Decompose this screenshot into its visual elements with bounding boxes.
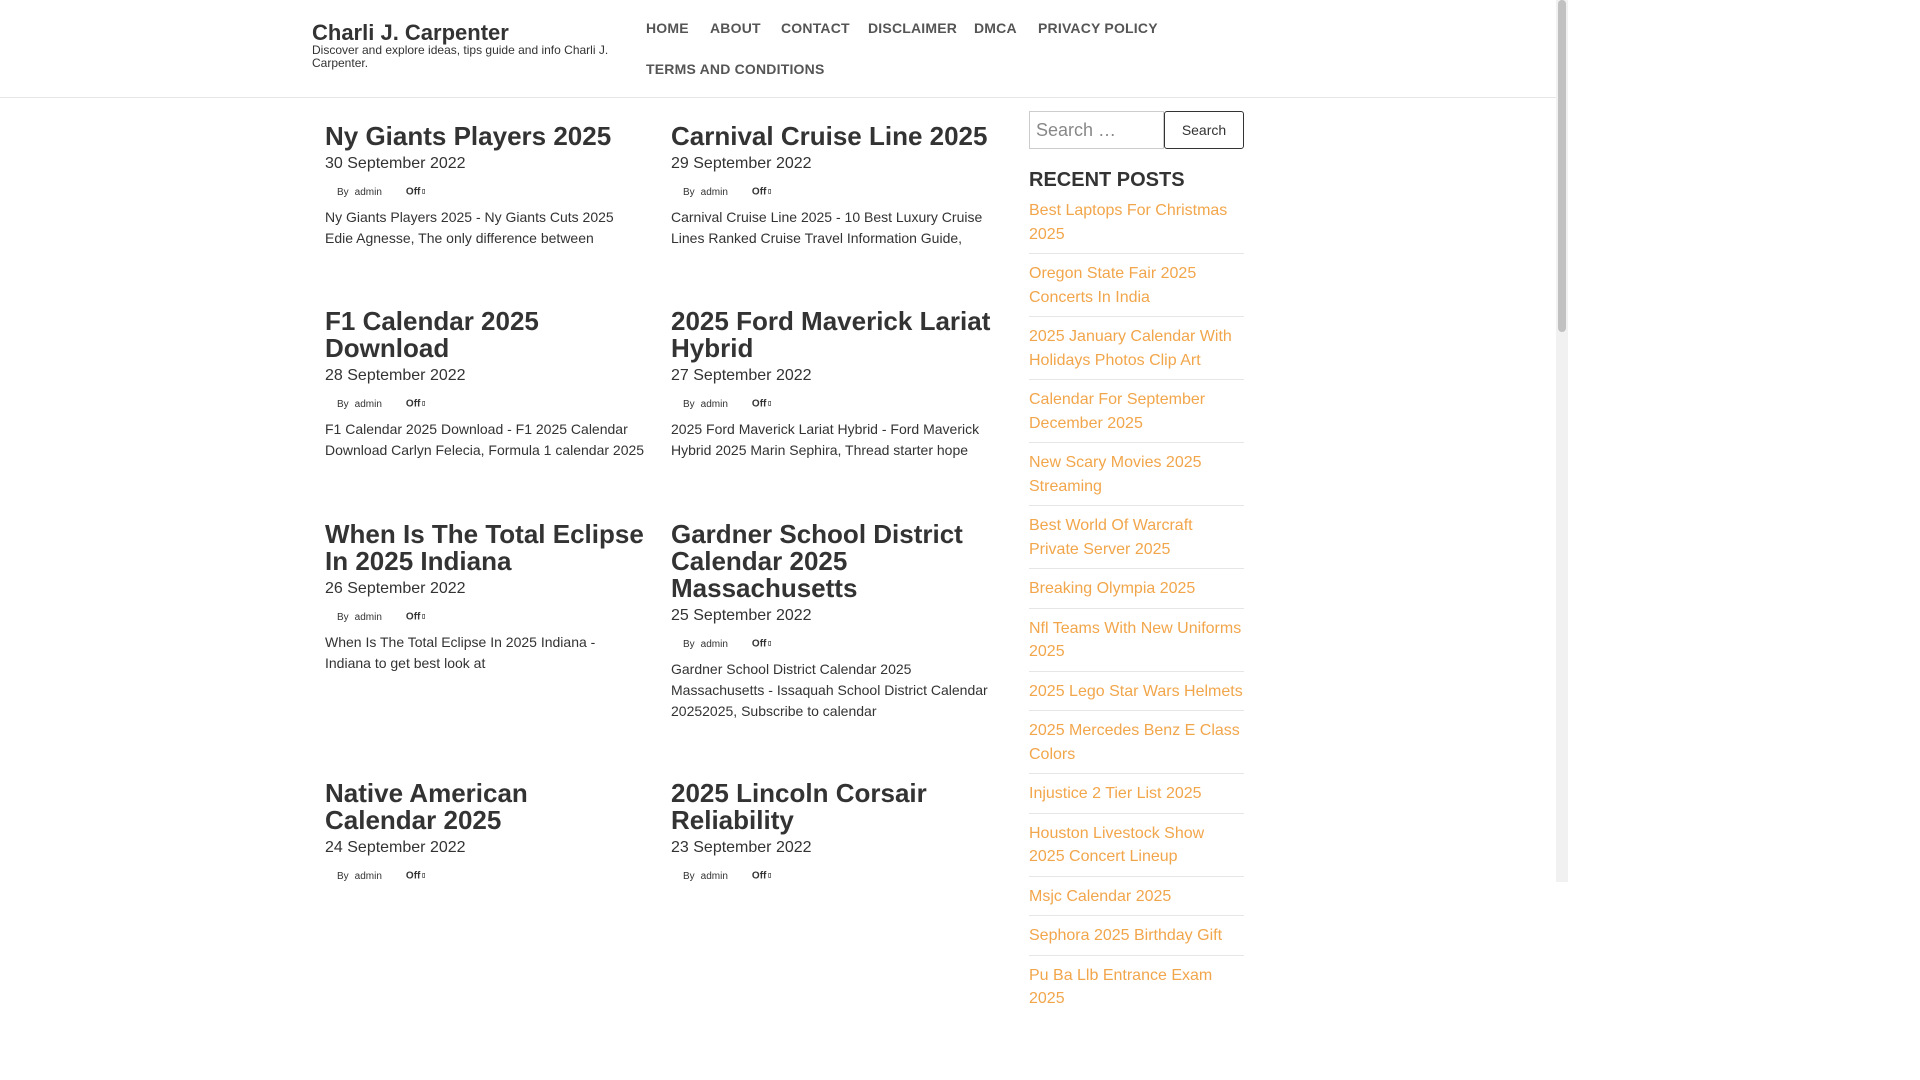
post-card <box>325 521 645 674</box>
post-excerpt: When Is The Total Eclipse In 2025 Indiana - Indiana to get best look at <box>325 633 596 671</box>
post-title[interactable]: Carnival Cruise Line 2025 <box>671 121 988 151</box>
post-by-label: By <box>683 186 695 198</box>
search-input[interactable] <box>1029 111 1164 149</box>
post-by-label: By <box>337 186 349 198</box>
recent-post-link[interactable]: 2025 Lego Star Wars Helmets <box>1029 682 1243 700</box>
scrollbar-thumb[interactable] <box>1558 0 1566 332</box>
list-item <box>1029 782 1244 814</box>
recent-post-link[interactable]: Houston Livestock Show 2025 Concert Lineup <box>1029 824 1205 865</box>
post-by-label: By <box>337 398 349 410</box>
nav-disclaimer[interactable]: DISCLAIMER <box>868 20 958 36</box>
post-title[interactable]: When Is The Total Eclipse In 2025 Indiana <box>325 519 644 576</box>
list-item <box>1029 617 1244 672</box>
post-card <box>671 123 991 249</box>
post-comments[interactable]: Off ▯ <box>406 611 425 624</box>
recent-post-link[interactable]: Sephora 2025 Birthday Gift <box>1029 927 1223 944</box>
list-item <box>1029 199 1244 254</box>
post-date[interactable]: 28 September 2022 <box>325 367 466 384</box>
recent-post-link[interactable]: Breaking Olympia 2025 <box>1029 580 1196 597</box>
post-date[interactable]: 27 September 2022 <box>671 367 812 384</box>
post-meta <box>671 398 991 411</box>
post-by-label: By <box>683 870 695 882</box>
post-title[interactable]: Ny Giants Players 2025 <box>325 121 612 151</box>
list-item <box>1029 577 1244 609</box>
post-comments[interactable]: Off ▯ <box>406 870 425 883</box>
post-author[interactable]: admin <box>700 186 728 198</box>
post-date[interactable]: 30 September 2022 <box>325 155 466 172</box>
post-title[interactable]: 2025 Ford Maverick Lariat Hybrid <box>671 306 991 363</box>
post-card <box>325 780 645 883</box>
post-card <box>325 123 645 249</box>
post-by-label: By <box>683 638 695 650</box>
post-meta <box>671 870 991 883</box>
nav-about[interactable]: ABOUT <box>710 20 761 36</box>
recent-post-link[interactable]: New Scary Movies 2025 Streaming <box>1029 454 1202 495</box>
post-comments[interactable]: Off ▯ <box>406 398 425 411</box>
post-by-label: By <box>683 398 695 410</box>
nav-privacy-policy[interactable]: PRIVACY POLICY <box>1038 20 1158 36</box>
post-title[interactable]: 2025 Lincoln Corsair Reliability <box>671 778 927 835</box>
list-item <box>1029 885 1244 917</box>
post-meta <box>671 186 991 199</box>
list-item <box>1029 680 1244 712</box>
list-item <box>1029 325 1244 380</box>
recent-post-link[interactable]: 2025 January Calendar With Holidays Photos Clip Art <box>1029 328 1232 369</box>
post-meta <box>325 870 645 883</box>
recent-posts-heading: RECENT POSTS <box>1029 169 1185 191</box>
post-comments[interactable]: Off ▯ <box>752 186 771 199</box>
post-meta <box>325 611 645 624</box>
post-comments[interactable]: Off ▯ <box>406 186 425 199</box>
post-title[interactable]: Gardner School District Calendar 2025 Massachusetts <box>671 519 963 603</box>
post-by-label: By <box>337 611 349 623</box>
site-title[interactable]: Charli J. Carpenter <box>312 20 509 45</box>
page-scrollbar[interactable] <box>1556 0 1568 882</box>
post-card <box>671 780 991 883</box>
post-date[interactable]: 25 September 2022 <box>671 607 812 624</box>
post-comments[interactable]: Off ▯ <box>752 638 771 651</box>
nav-dmca[interactable]: DMCA <box>974 20 1017 36</box>
recent-post-link[interactable]: Best World Of Warcraft Private Server 2025 <box>1029 517 1193 558</box>
post-author[interactable]: admin <box>354 186 382 198</box>
post-date[interactable]: 26 September 2022 <box>325 580 466 597</box>
recent-post-link[interactable]: Calendar For September December 2025 <box>1029 391 1206 432</box>
list-item <box>1029 388 1244 443</box>
post-comments[interactable]: Off ▯ <box>752 398 771 411</box>
list-item <box>1029 924 1244 956</box>
search-button[interactable]: Search <box>1164 111 1244 149</box>
list-item <box>1029 822 1244 877</box>
post-author[interactable]: admin <box>700 870 728 882</box>
post-card <box>671 521 991 722</box>
recent-post-link[interactable]: Best Laptops For Christmas 2025 <box>1029 202 1228 243</box>
recent-post-link[interactable]: Pu Ba Llb Entrance Exam 2025 <box>1029 966 1213 1007</box>
post-meta <box>325 186 645 199</box>
post-comments[interactable]: Off ▯ <box>752 870 771 883</box>
post-author[interactable]: admin <box>700 398 728 410</box>
recent-posts-list <box>1029 199 1244 1026</box>
site-header <box>0 0 1556 98</box>
recent-post-link[interactable]: Msjc Calendar 2025 <box>1029 887 1172 905</box>
post-title[interactable]: F1 Calendar 2025 Download <box>325 306 539 363</box>
post-date[interactable]: 23 September 2022 <box>671 839 812 856</box>
post-by-label: By <box>337 870 349 882</box>
post-title[interactable]: Native American Calendar 2025 <box>325 778 528 835</box>
recent-post-link[interactable]: 2025 Mercedes Benz E Class Colors <box>1029 722 1240 763</box>
recent-post-link[interactable]: Oregon State Fair 2025 Concerts In India <box>1029 265 1197 306</box>
post-excerpt: Carnival Cruise Line 2025 - 10 Best Luxury Cruise Lines Ranked Cruise Travel Information Guide, <box>671 208 983 246</box>
list-item <box>1029 514 1244 569</box>
post-date[interactable]: 29 September 2022 <box>671 155 812 172</box>
nav-home[interactable]: HOME <box>646 20 689 36</box>
recent-post-link[interactable]: Nfl Teams With New Uniforms 2025 <box>1029 619 1242 660</box>
post-date[interactable]: 24 September 2022 <box>325 839 466 856</box>
list-item <box>1029 719 1244 774</box>
list-item <box>1029 262 1244 317</box>
list-item <box>1029 964 1244 1018</box>
post-excerpt: F1 Calendar 2025 Download - F1 2025 Calendar Download Carlyn Felecia, Formula 1 calendar 2025 <box>325 420 645 458</box>
post-excerpt: Gardner School District Calendar 2025 Massachusetts - Issaquah School District Calendar 20252025, Subscribe to calendar <box>671 660 988 719</box>
post-excerpt: 2025 Ford Maverick Lariat Hybrid - Ford Maverick Hybrid 2025 Marin Sephira, Thread starter hope <box>671 420 980 458</box>
post-author[interactable]: admin <box>354 870 382 882</box>
post-card <box>671 308 991 461</box>
nav-contact[interactable]: CONTACT <box>781 20 850 36</box>
post-meta <box>671 638 991 651</box>
post-excerpt: Ny Giants Players 2025 - Ny Giants Cuts 2025 Edie Agnesse, The only difference between <box>325 208 614 246</box>
list-item <box>1029 451 1244 506</box>
nav-terms-and-conditions[interactable]: TERMS AND CONDITIONS <box>646 61 825 77</box>
site-description: Discover and explore ideas, tips guide and info Charli J. Carpenter. <box>312 43 609 70</box>
post-author[interactable]: admin <box>700 638 728 650</box>
post-author[interactable]: admin <box>354 398 382 410</box>
post-card <box>325 308 645 461</box>
post-meta <box>325 398 645 411</box>
recent-post-link[interactable]: Injustice 2 Tier List 2025 <box>1029 785 1202 802</box>
post-author[interactable]: admin <box>354 611 382 623</box>
